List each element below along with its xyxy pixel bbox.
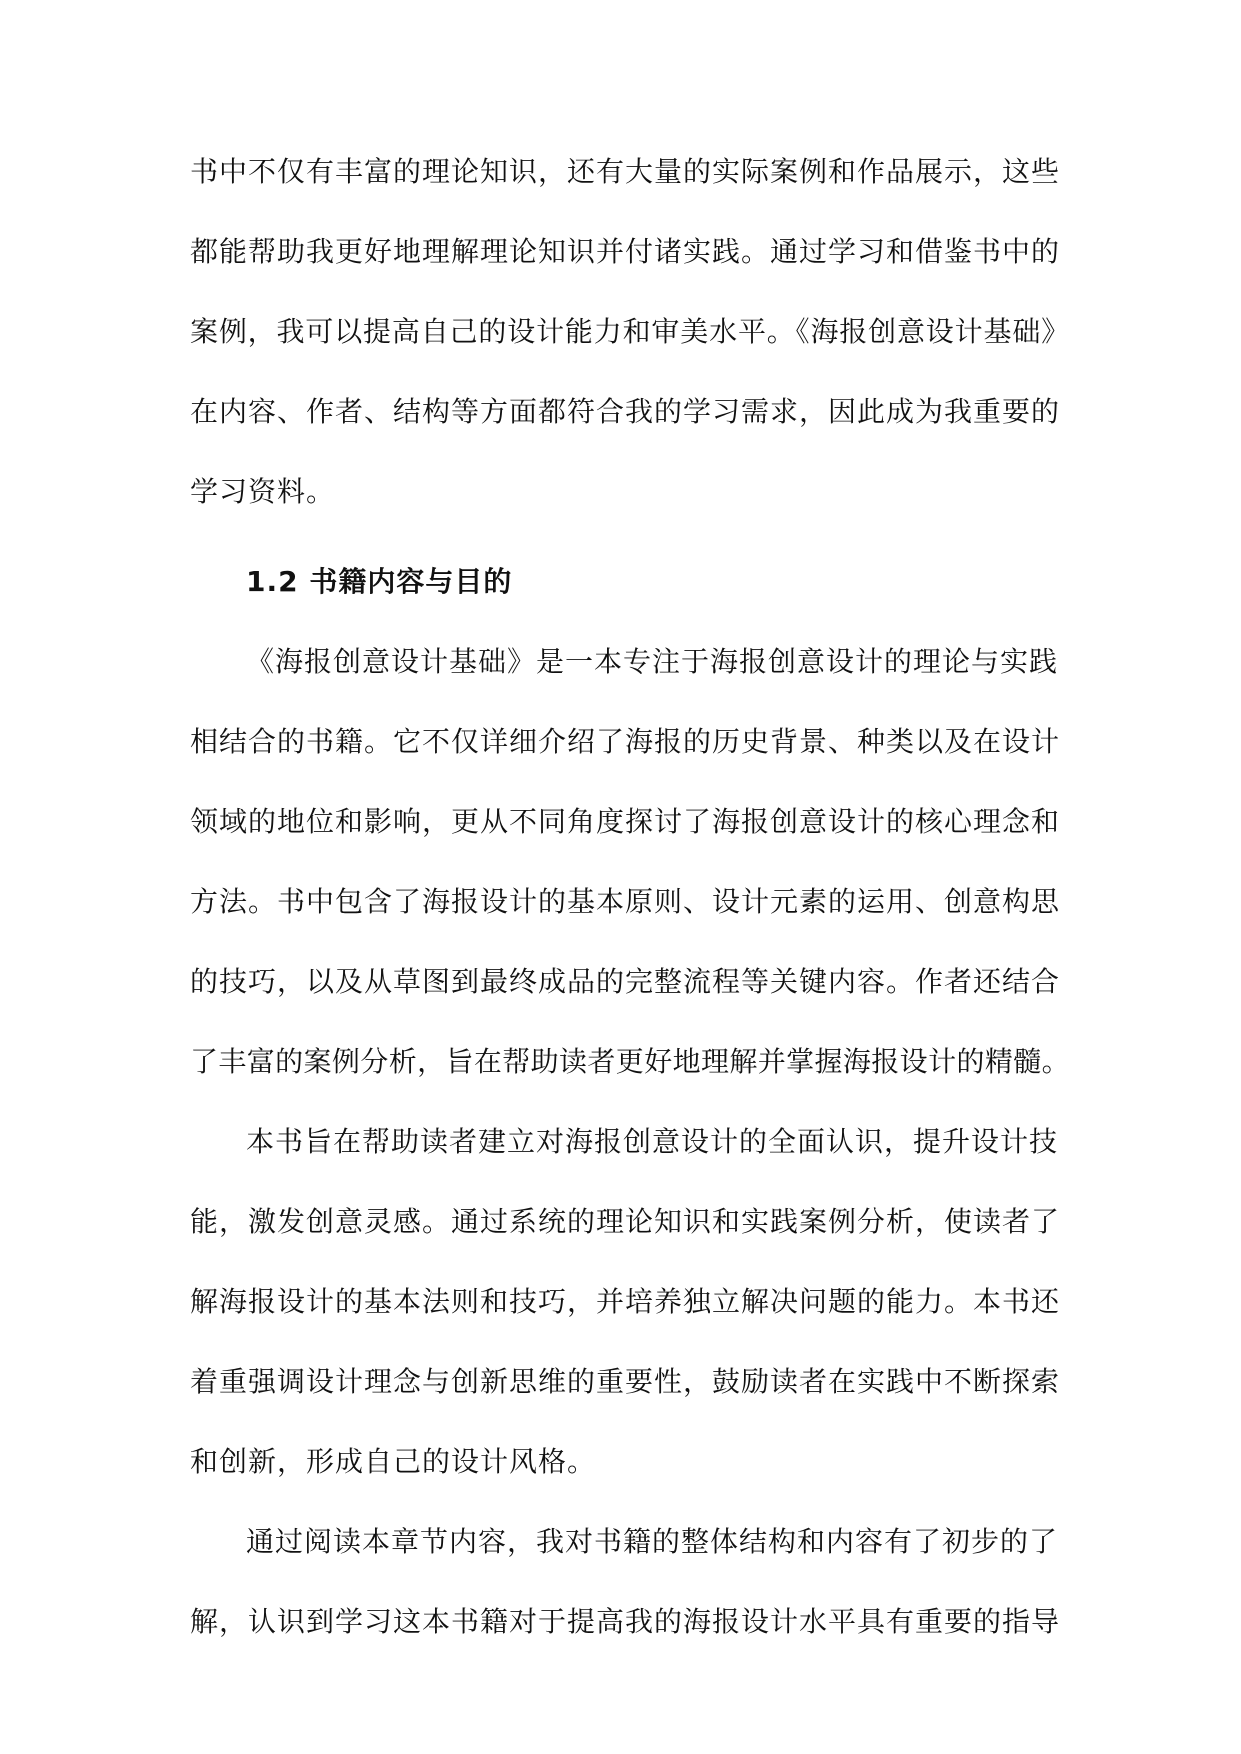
paragraph-line: 学习资料。: [190, 475, 336, 508]
paragraph-line: 的技巧，以及从草图到最终成品的完整流程等关键内容。作者还结合: [190, 965, 1061, 998]
paragraph-line: 和创新，形成自己的设计风格。: [190, 1445, 597, 1478]
paragraph-line: 了丰富的案例分析，旨在帮助读者更好地理解并掌握海报设计的精髓。: [190, 1045, 1071, 1078]
paragraph-line: 解，认识到学习这本书籍对于提高我的海报设计水平具有重要的指导: [190, 1605, 1061, 1638]
paragraph-line: 方法。书中包含了海报设计的基本原则、设计元素的运用、创意构思: [190, 885, 1061, 918]
paragraph-line: 都能帮助我更好地理解理论知识并付诸实践。通过学习和借鉴书中的: [190, 235, 1061, 268]
paragraph-line: 案例，我可以提高自己的设计能力和审美水平。《海报创意设计基础》: [190, 315, 1071, 348]
paragraph-line: 在内容、作者、结构等方面都符合我的学习需求，因此成为我重要的: [190, 395, 1061, 428]
paragraph-line: 着重强调设计理念与创新思维的重要性，鼓励读者在实践中不断探索: [190, 1365, 1061, 1398]
paragraph-line: 解海报设计的基本法则和技巧，并培养独立解决问题的能力。本书还: [190, 1285, 1061, 1318]
paragraph-line: 《海报创意设计基础》是一本专注于海报创意设计的理论与实践: [246, 645, 1059, 678]
paragraph-line: 本书旨在帮助读者建立对海报创意设计的全面认识，提升设计技: [246, 1125, 1059, 1158]
section-heading: 1.2 书籍内容与目的: [246, 565, 513, 598]
paragraph-line: 领域的地位和影响，更从不同角度探讨了海报创意设计的核心理念和: [190, 805, 1061, 838]
paragraph-line: 书中不仅有丰富的理论知识，还有大量的实际案例和作品展示，这些: [190, 155, 1061, 188]
paragraph-line: 能，激发创意灵感。通过系统的理论知识和实践案例分析，使读者了: [190, 1205, 1061, 1238]
paragraph-line: 相结合的书籍。它不仅详细介绍了海报的历史背景、种类以及在设计: [190, 725, 1061, 758]
paragraph-line: 通过阅读本章节内容，我对书籍的整体结构和内容有了初步的了: [246, 1525, 1059, 1558]
